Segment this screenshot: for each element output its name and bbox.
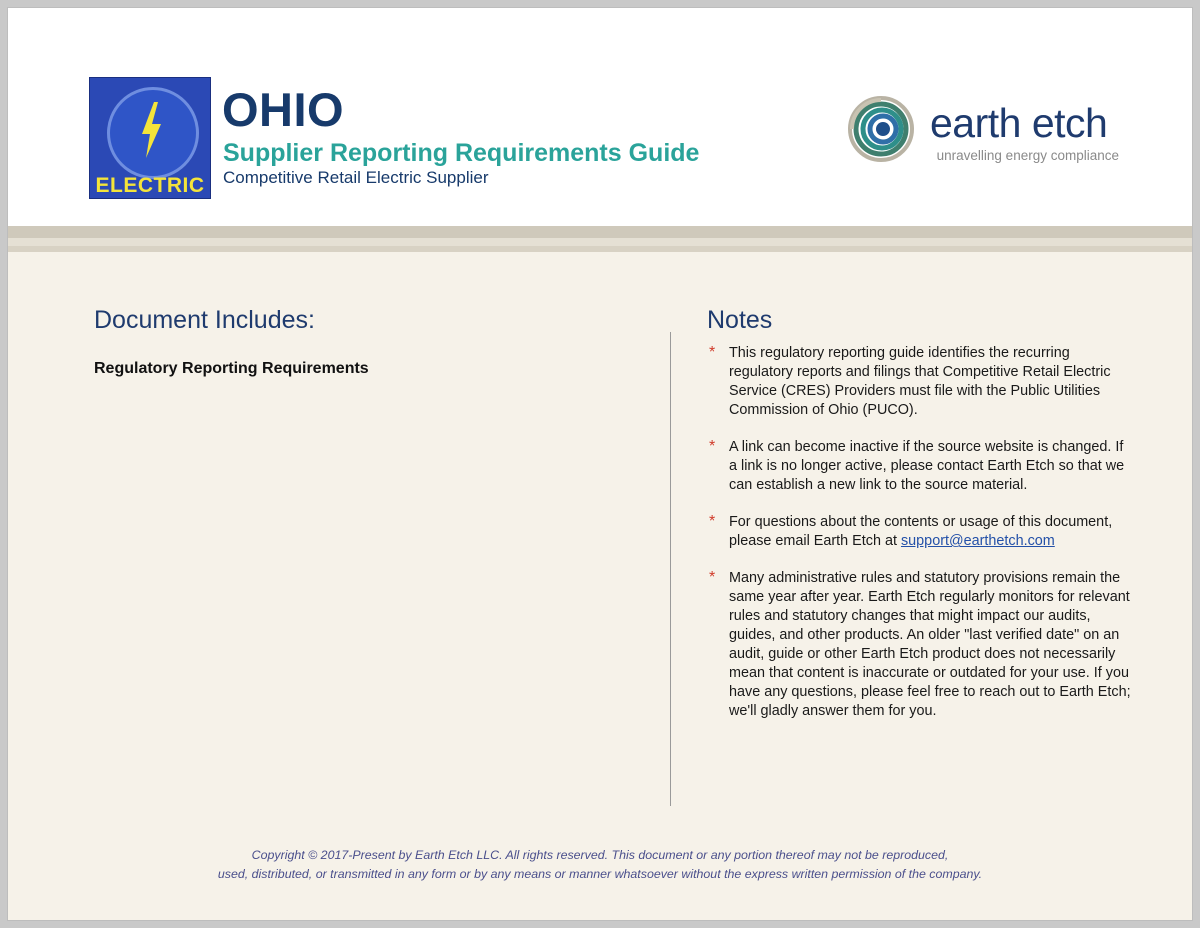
page-title: OHIO [222, 83, 345, 136]
copyright-footer [8, 846, 1192, 883]
brand-name: earth etch [930, 100, 1108, 146]
list-item [707, 438, 1132, 495]
logo-badge-word: ELECTRIC [95, 174, 205, 197]
list-item [707, 344, 1132, 420]
document-header [8, 8, 1192, 226]
note-text: This regulatory reporting guide identifies the recurring regulatory reports and filings that Competitive Retail Electric Service (CRES) Providers must file with the Public Utilities Commission of Ohio (PUCO). [729, 345, 1111, 419]
notes-list [707, 344, 1132, 739]
document-sheet [8, 8, 1192, 920]
support-email-link[interactable]: support@earthetch.com [900, 533, 1055, 550]
ohio-electric-logo [89, 77, 211, 199]
asterisk-bullet-icon: * [709, 344, 716, 361]
copyright-line-1: Copyright © 2017-Present by Earth Etch LLC. All rights reserved. This document or any portion thereof may not be reproduced, [251, 848, 949, 862]
note-text: For questions about the contents or usage of this document, please email Earth Etch at [729, 514, 1113, 550]
asterisk-bullet-icon: * [709, 569, 716, 587]
asterisk-bullet-icon: * [709, 438, 716, 456]
page-subtitle-secondary: Competitive Retail Electric Supplier [223, 168, 489, 187]
notes-heading: Notes [707, 306, 773, 334]
page-subtitle: Supplier Reporting Requirements Guide [223, 139, 700, 167]
header-divider-band-3 [8, 246, 1192, 252]
copyright-line-2: used, distributed, or transmitted in any form or by any means or manner whatsoever without the express written permission of the company. [217, 866, 983, 881]
brand-tagline: unravelling energy compliance [936, 148, 1119, 163]
list-item [707, 569, 1132, 721]
spiral-swirl-icon [844, 96, 918, 162]
header-divider-band-2 [8, 238, 1192, 246]
asterisk-bullet-icon: * [709, 513, 716, 531]
lightning-bolt-icon [140, 100, 162, 160]
column-divider [670, 332, 671, 806]
document-includes-item: Regulatory Reporting Requirements [94, 360, 369, 377]
list-item [707, 513, 1132, 551]
note-text: Many administrative rules and statutory provisions remain the same year after year. Earth Etch regularly monitors for relevant rules and statutory changes that might impact our audits, guides, and other products. An older "last verified date" on an audit, guide or other Earth Etch product does not necessarily mean that content is inaccurate or outdated for your use. If you have any questions, please feel free to reach out to Earth Etch; we'll gladly answer them for you. [729, 570, 1131, 720]
header-divider-band-1 [8, 226, 1192, 238]
note-text: A link can become inactive if the source website is changed. If a link is no longer active, please contact Earth Etch so that we can establish a new link to the source material. [729, 439, 1125, 494]
document-includes-heading: Document Includes: [94, 306, 315, 334]
